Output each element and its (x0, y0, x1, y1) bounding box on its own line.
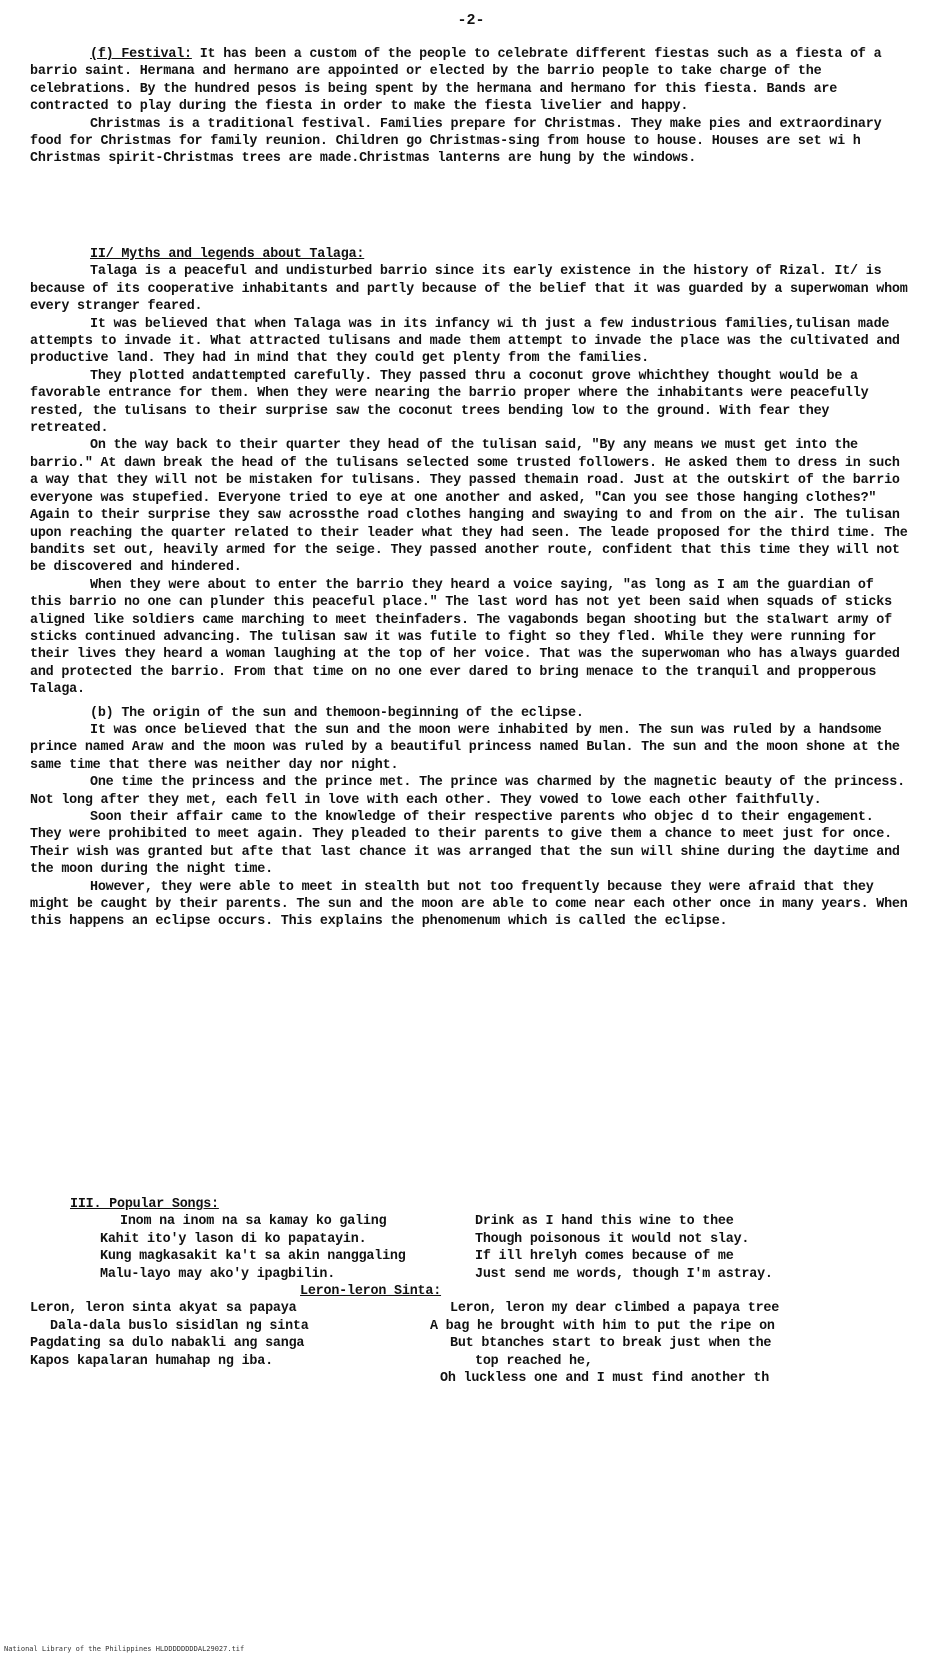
song1-tagalog-line: Kahit ito'y lason di ko papatayin. (100, 1231, 367, 1247)
festival-paragraph-1: (f) Festival: It has been a custom of the people to celebrate different fiestas such as a fiesta of a barrio saint. Hermana and hermano are appointed or elected by the barrio people to take charge of the celebrations. By the hundred pesos is being spent by the hermana and hermano for this fiesta. Bands are contracted to play during the fiesta in order to make the fiesta livelier and happy. (30, 47, 882, 115)
festival-paragraph-2: Christmas is a traditional festival. Families prepare for Christmas. They make pies and extraordinary food for Christmas for family reunion. Children go Christmas-sing from house to house. Houses are set wi h Christmas spirit-Christmas trees are made.Christmas lanterns are hung by the windows. (30, 116, 882, 167)
songs-section (30, 1196, 910, 1387)
song1-tagalog-line: Inom na inom na sa kamay ko galing (120, 1214, 387, 1230)
festival-section (30, 46, 910, 168)
song1-english-line: If ill hrelyh comes because of me (475, 1249, 734, 1265)
origin-paragraph-2: One time the princess and the prince met. The prince was charmed by the magnetic beauty of the princess. Not long after they met, each fell in love with each other. They vowed to lowe each other faithfully. (30, 775, 905, 808)
song2-english-line: A bag he brought with him to put the ripe on (430, 1318, 775, 1334)
song2-english-line: Leron, leron my dear climbed a papaya tree (450, 1301, 780, 1317)
song2-english-line: top reached he, (475, 1353, 593, 1369)
song2-english-line: But btanches start to break just when the (450, 1336, 772, 1352)
origin-paragraph-3: Soon their affair came to the knowledge of their respective parents who objec d to their engagement. They were prohibited to meet again. They pleaded to their parents to give them a chance to meet just for once. Their wish was granted but afte that last chance it was arranged that the sun will shine during the daytime and the moon during the night time. (30, 810, 900, 878)
origin-sun-moon-heading: (b) The origin of the sun and themoon-beginning of the eclipse. (90, 705, 584, 721)
song2-tagalog-line: Kapos kapalaran humahap ng iba. (30, 1353, 273, 1369)
origin-paragraph-1: It was once believed that the sun and the moon were inhabited by men. The sun was ruled by a handsome prince named Araw and the moon was ruled by a beautiful princess named Bulan. The sun and the moon shone at the same time that there was neither day nor night. (30, 722, 900, 773)
myths-paragraph-1: Talaga is a peaceful and undisturbed barrio since its early existence in the history of Rizal. It/ is because of its cooperative inhabitants and partly because of the belief that it was guarded by a superwoman whom every stranger feared. (30, 264, 908, 315)
song2-tagalog-line: Dala-dala buslo sisidlan ng sinta (50, 1318, 309, 1334)
myths-section (30, 246, 910, 931)
song2-tagalog-line: Pagdating sa dulo nabakli ang sanga (30, 1336, 305, 1352)
song1-tagalog-line: Kung magkasakit ka't sa akin nanggaling (100, 1249, 406, 1265)
archive-footer: National Library of the Philippines HLDDDDDDDDAL29027.tif (4, 1645, 245, 1653)
myths-paragraph-5: When they were about to enter the barrio they heard a voice saying, "as long as I am the guardian of this barrio no one can plunder this peaceful place." The last word has not yet been said when squads of sticks aligned like soldiers came marching to meet theinfaders. The vagabonds began shooting but the stalwart army of sticks continued advancing. The tulisan saw it was futile to fight so they fled. While they were running for their lives they heard a woman laughing at the top of her voice. That was the superwoman who has always guarded and protected the barrio. From that time on no one ever dared to bring menace to the tranquil and propperous Talaga. (30, 577, 900, 698)
myths-paragraph-3: They plotted andattempted carefully. They passed thru a coconut grove whichthey thought would be a favorable entrance for them. When they were nearing the barrio proper where the inhabitants were peacefully rested, the tulisans to their surprise saw the coconut trees bending low to the ground. With fear they retreated. (30, 368, 869, 437)
song2-tagalog-line: Leron, leron sinta akyat sa papaya (30, 1301, 297, 1317)
song1-english-line: Drink as I hand this wine to thee (475, 1214, 734, 1230)
songs-heading: III. Popular Songs: (70, 1197, 219, 1212)
myths-paragraph-4: On the way back to their quarter they head of the tulisan said, "By any means we must get into the barrio." At dawn break the head of the tulisans selected some trusted followers. He asked them to dress in such a way that they will not be mistaken for tulisans. They passed themain road. Just at the outskirt of the barrio everyone was stupefied. Everyone tried to eye at one another and asked, "Can you see those hanging clothes?" Again to their surprise they saw acrossthe road clothes hanging and swaying to and from on the air. The tulisan upon reaching the quarter related to their leader what they had seen. The leade proposed for the third time. The bandits set out, heavily armed for the seige. They passed another route, confident that this time they will not be discovered and hindered. (30, 438, 908, 576)
song1-english-line: Though poisonous it would not slay. (475, 1231, 750, 1247)
festival-label: (f) Festival: (90, 47, 192, 62)
song2-title: Leron-leron Sinta: (300, 1283, 442, 1299)
song1-english-line: Just send me words, though I'm astray. (475, 1266, 773, 1282)
song1-tagalog-line: Malu-layo may ako'y ipagbilin. (100, 1266, 336, 1282)
myths-heading: II/ Myths and legends about Talaga: (90, 247, 365, 262)
myths-paragraph-2: It was believed that when Talaga was in its infancy wi th just a few industrious families,tulisan made attempts to invade it. What attracted tulisans and made them attempt to invade the place was the cultivated and productive land. They had in mind that they could get plenty from the families. (30, 316, 900, 367)
origin-paragraph-4: However, they were able to meet in stealth but not too frequently because they were afraid that they might be caught by their parents. The sun and the moon are able to come near each other once in many years. When this happens an eclipse occurs. This explains the phenomenum which is called the eclipse. (30, 879, 908, 930)
song2-english-line: Oh luckless one and I must find another th (440, 1370, 770, 1386)
songs-heading-row (30, 1196, 910, 1213)
page-number: -2- (457, 12, 485, 29)
